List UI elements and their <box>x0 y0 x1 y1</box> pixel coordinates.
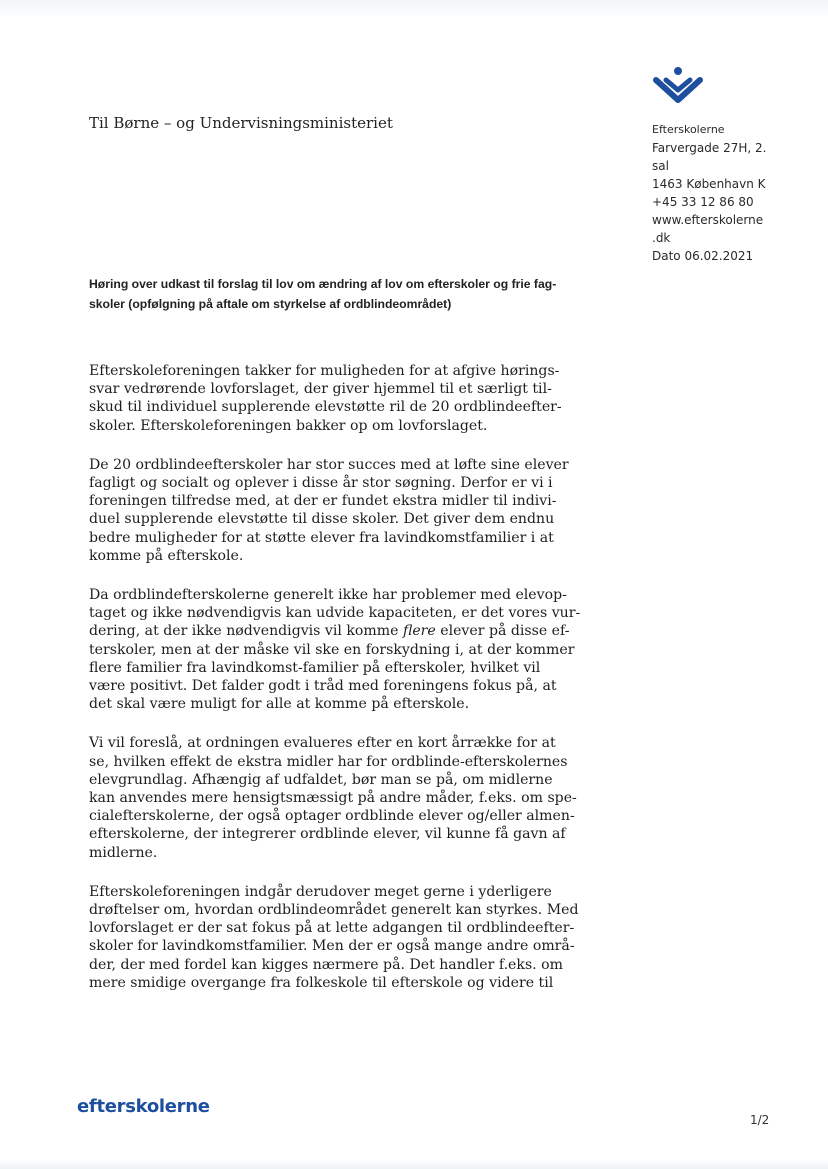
text-line: skoler. Efterskoleforeningen bakker op om lovforslaget. <box>89 417 488 434</box>
text-line: skoler for lavindkomstfamilier. Men der er også mange andre områ- <box>89 938 575 955</box>
text-line: skud til individuel supplerende elevstøtte ril de 20 ordblindeefter- <box>89 399 562 416</box>
text-line: Efterskoleforeningen indgår derudover meget gerne i yderligere <box>89 883 552 900</box>
text-line: fagligt og socialt og oplever i disse år stor søgning. Derfor er vi i <box>89 475 553 492</box>
emphasis-flere: flere <box>402 623 436 640</box>
recipient-line: Til Børne – og Undervisningsministeriet <box>89 114 393 132</box>
subject-heading <box>89 274 609 314</box>
page-number: 1/2 <box>750 1113 770 1127</box>
address-phone: +45 33 12 86 80 <box>652 195 754 209</box>
subject-line: skoler (opfølgning på aftale om styrkelse af ordblindeområdet) <box>89 297 452 311</box>
text-segment: dering, at der ikke nødvendigvis vil komme <box>89 623 403 640</box>
scan-edge-top <box>0 0 828 18</box>
address-website: www.efterskolerne <box>652 213 764 227</box>
paragraph-5 <box>89 883 629 992</box>
address-line: sal <box>652 159 669 173</box>
text-line: Vi vil foreslå, at ordningen evalueres efter en kort årrække for at <box>89 735 556 752</box>
text-line: terskoler, men at der måske vil ske en forskydning i, at der kommer <box>89 641 575 658</box>
text-line: midlerne. <box>89 844 158 861</box>
text-line: drøftelser om, hvordan ordblindeområdet generelt kan styrkes. Med <box>89 902 579 919</box>
subject-line: Høring over udkast til forslag til lov om ændring af lov om efterskoler og frie fag- <box>89 277 557 291</box>
paragraph-3 <box>89 586 629 713</box>
text-line: elevgrundlag. Afhængig af udfaldet, bør man se på, om midlerne <box>89 771 553 788</box>
text-line: foreningen tilfredse med, at der er fundet ekstra midler til indivi- <box>89 493 557 510</box>
text-line: komme på efterskole. <box>89 547 244 564</box>
text-line: duel supplerende elevstøtte til disse skoler. Det giver dem endnu <box>89 511 555 528</box>
text-line: se, hvilken effekt de ekstra midler har for ordblinde-efterskolernes <box>89 753 568 770</box>
text-line: De 20 ordblindeefterskoler har stor succes med at løfte sine elever <box>89 456 569 473</box>
paragraph-4 <box>89 734 629 861</box>
paragraph-1 <box>89 362 629 435</box>
text-line: Efterskoleforeningen takker for muligheden for at afgive hørings- <box>89 363 560 379</box>
text-line: der, der med fordel kan kigges nærmere på. Det handler f.eks. om <box>89 956 563 973</box>
text-line: mere smidige overgange fra folkeskole til efterskole og videre til <box>89 974 554 991</box>
text-line: taget og ikke nødvendigvis kan udvide kapaciteten, er det vores vur- <box>89 605 581 622</box>
letter-date: Dato 06.02.2021 <box>652 249 754 263</box>
address-website-tld: .dk <box>652 231 671 245</box>
text-line: det skal være muligt for alle at komme på efterskole. <box>89 696 470 713</box>
scan-edge-bottom <box>0 1159 828 1169</box>
paragraph-2 <box>89 456 629 565</box>
footer-logo: efterskolerne <box>77 1096 210 1117</box>
text-line: flere familier fra lavindkomst-familier på efterskoler, hvilket vil <box>89 659 541 676</box>
text-line: kan anvendes mere hensigtsmæssigt på andre måder, f.eks. om spe- <box>89 790 577 807</box>
address-line: 1463 København K <box>652 177 766 191</box>
text-line <box>89 622 629 640</box>
text-line: efterskolerne, der integrerer ordblinde elever, vil kunne få gavn af <box>89 826 566 843</box>
text-line: være positivt. Det falder godt i tråd med foreningens fokus på, at <box>89 678 557 695</box>
letter-body <box>89 362 629 1013</box>
text-line: bedre muligheder for at støtte elever fra lavindkomstfamilier i at <box>89 529 554 546</box>
sender-address <box>652 121 802 265</box>
text-line: Da ordblindefterskolerne generelt ikke har problemer med elevop- <box>89 587 567 604</box>
text-line: svar vedrørende lovforslaget, der giver hjemmel til et særligt til- <box>89 381 552 398</box>
efterskolerne-heart-icon <box>652 66 704 106</box>
sender-org: Efterskolerne <box>652 123 725 136</box>
text-segment: elever på disse ef- <box>435 623 570 640</box>
address-line: Farvergade 27H, 2. <box>652 141 767 155</box>
text-line: lovforslaget er der sat fokus på at lette adgangen til ordblindeefter- <box>89 920 575 937</box>
text-line: cialefterskolerne, der også optager ordblinde elever og/eller almen- <box>89 808 575 825</box>
